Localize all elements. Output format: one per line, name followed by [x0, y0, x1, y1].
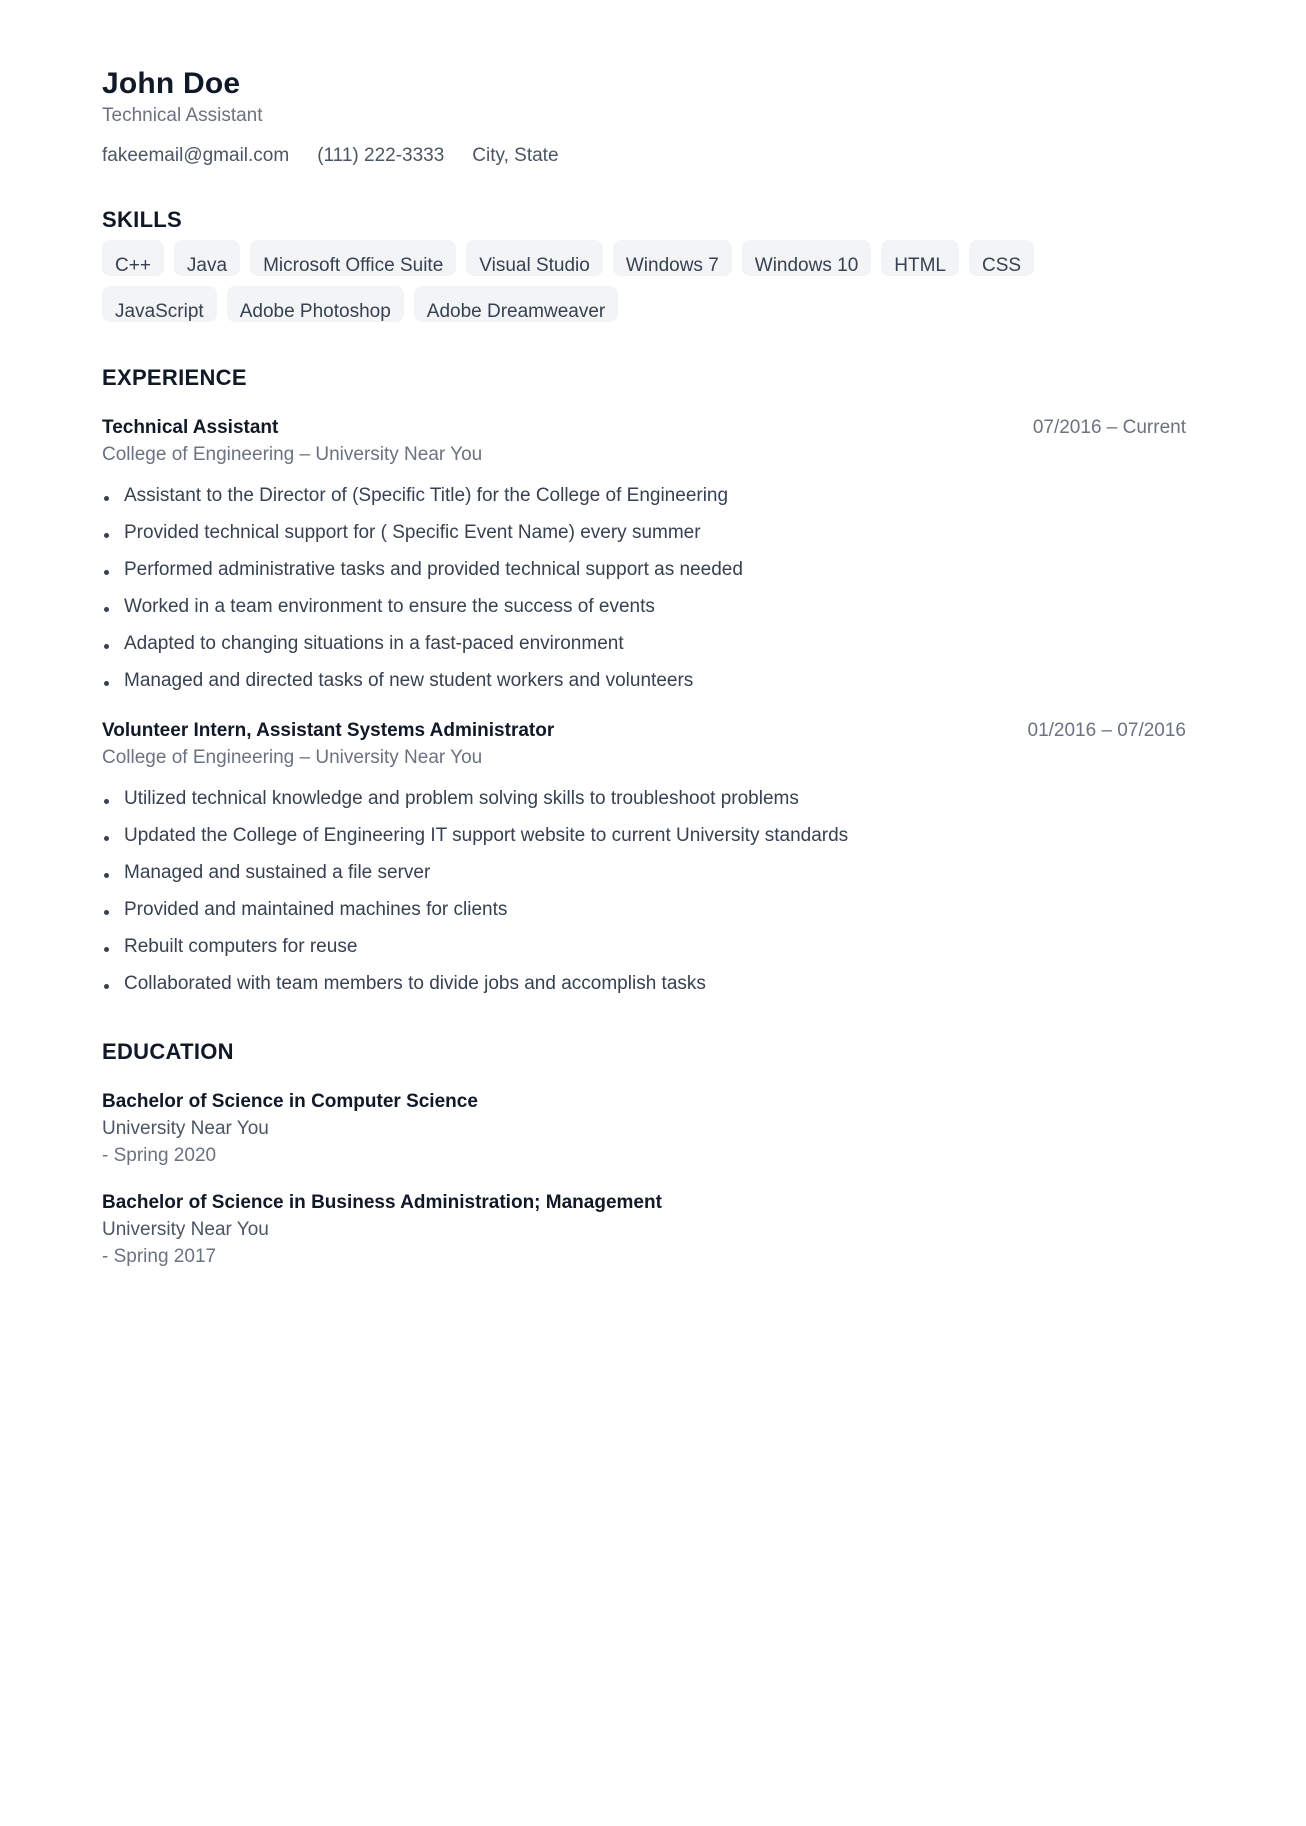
job-header — [102, 415, 1188, 441]
job-bullet: Collaborated with team members to divide jobs and accomplish tasks — [102, 970, 1188, 997]
education-degree: Bachelor of Science in Business Administration; Management — [102, 1192, 662, 1213]
education-date: - Spring 2020 — [102, 1145, 217, 1166]
job-title: Volunteer Intern, Assistant Systems Administrator — [102, 720, 555, 741]
contact-info — [102, 144, 559, 168]
job-bullet: Rebuilt computers for reuse — [102, 933, 1188, 960]
skill-chip: Java — [174, 240, 240, 276]
skill-chip: Adobe Photoshop — [227, 286, 404, 322]
skill-chip: Visual Studio — [466, 240, 603, 276]
job-bullets — [102, 482, 1188, 694]
skill-chip: C++ — [102, 240, 164, 276]
skill-chip: HTML — [881, 240, 959, 276]
job-dates: 07/2016 – Current — [1032, 417, 1186, 438]
skill-chip: CSS — [969, 240, 1034, 276]
skill-chip: Windows 7 — [613, 240, 732, 276]
education-school: University Near You — [102, 1219, 269, 1240]
job-bullet: Managed and sustained a file server — [102, 859, 1188, 886]
skills-heading: SKILLS — [102, 207, 183, 232]
job-bullet: Utilized technical knowledge and problem solving skills to troubleshoot problems — [102, 785, 1188, 812]
contact-location: City, State — [472, 145, 559, 166]
job-entry — [102, 718, 1188, 1007]
job-bullet: Assistant to the Director of (Specific Title) for the College of Engineering — [102, 482, 1188, 509]
education-entry — [102, 1190, 1188, 1270]
job-bullet: Adapted to changing situations in a fast-paced environment — [102, 630, 1188, 657]
skill-chip: Adobe Dreamweaver — [414, 286, 618, 322]
skill-chip: Windows 10 — [742, 240, 872, 276]
education-school: University Near You — [102, 1118, 269, 1139]
skill-chip: Microsoft Office Suite — [250, 240, 456, 276]
job-bullets — [102, 785, 1188, 997]
job-organization: College of Engineering – University Near You — [102, 747, 483, 768]
job-bullet: Provided technical support for ( Specific Event Name) every summer — [102, 519, 1188, 546]
job-title: Technical Assistant — [102, 417, 279, 438]
education-heading: EDUCATION — [102, 1039, 234, 1064]
job-bullet: Provided and maintained machines for clients — [102, 896, 1188, 923]
job-entry — [102, 415, 1188, 704]
experience-heading: EXPERIENCE — [102, 365, 247, 390]
education-degree: Bachelor of Science in Computer Science — [102, 1091, 478, 1112]
job-bullet: Managed and directed tasks of new student workers and volunteers — [102, 667, 1188, 694]
education-date: - Spring 2017 — [102, 1246, 217, 1267]
job-bullet: Performed administrative tasks and provided technical support as needed — [102, 556, 1188, 583]
contact-email: fakeemail@gmail.com — [102, 145, 290, 166]
education-entry — [102, 1089, 1188, 1169]
skills-list — [102, 240, 1102, 322]
job-header — [102, 718, 1188, 744]
job-bullet: Worked in a team environment to ensure the success of events — [102, 593, 1188, 620]
contact-phone: (111) 222-3333 — [317, 145, 445, 166]
job-organization: College of Engineering – University Near You — [102, 444, 483, 465]
candidate-name: John Doe — [102, 67, 241, 100]
job-bullet: Updated the College of Engineering IT support website to current University standards — [102, 822, 1188, 849]
skill-chip: JavaScript — [102, 286, 217, 322]
resume-page — [102, 0, 1188, 1270]
candidate-title: Technical Assistant — [102, 105, 263, 126]
job-dates: 01/2016 – 07/2016 — [1027, 720, 1186, 741]
